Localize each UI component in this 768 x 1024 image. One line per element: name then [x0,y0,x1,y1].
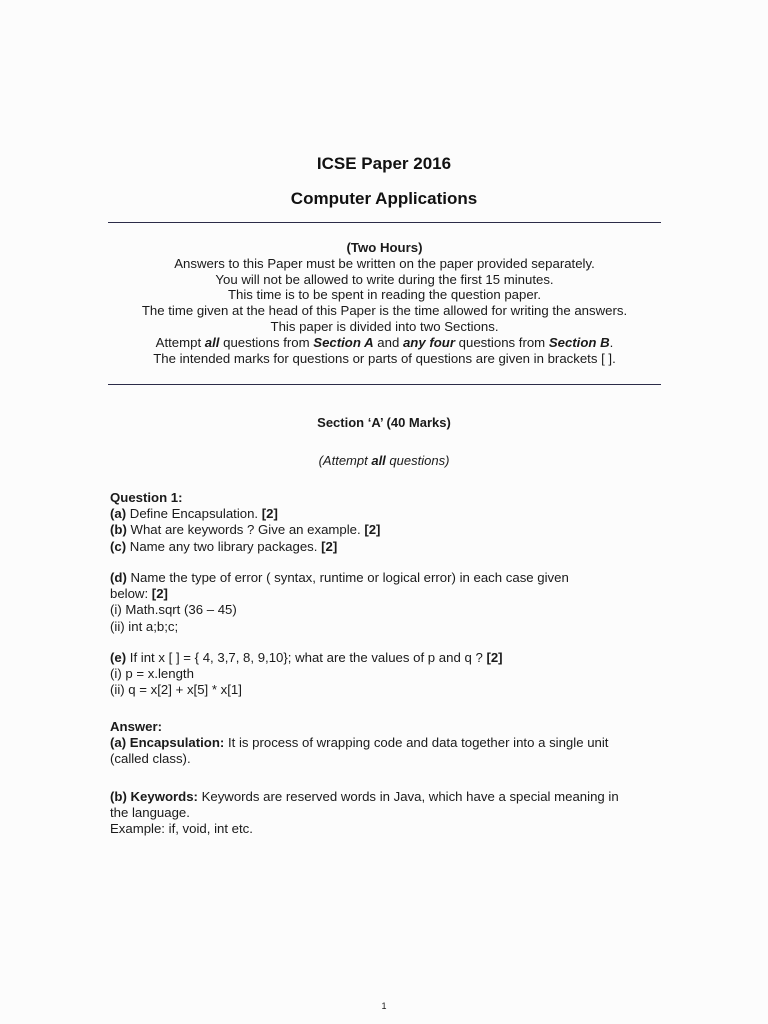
item-text: It is process of wrapping code and data together into a single unit [224,735,609,751]
answer-item-continued: (called class). [110,751,191,767]
emphasis: all [204,334,220,350]
emphasis: Section B [548,334,610,350]
answer-label: Answer: [110,719,163,734]
emphasis: any four [402,334,455,350]
question-label: Question 1: [110,490,183,505]
text-run: Attempt [155,334,205,350]
marks: [2] [486,650,503,665]
marks: [2] [321,538,338,554]
sub-item: (i) p = x.length [110,666,194,682]
item-text: Name any two library packages. [126,538,322,554]
text-run: (Attempt [318,453,372,468]
question-item-continued [110,586,655,602]
instruction-line [108,335,661,351]
instruction-line: Answers to this Paper must be written on the paper provided separately. [174,255,595,271]
item-text: Keywords are reserved words in Java, which have a special meaning in [197,789,619,804]
item-tag: (a) Encapsulation: [110,735,225,751]
item-tag: (c) [110,538,127,554]
item-text: What are keywords ? Give an example. [126,522,365,538]
sub-item: (i) Math.sqrt (36 – 45) [110,602,237,618]
text-run: and [373,334,403,350]
question-1-part-d [110,570,655,635]
item-tag: (b) Keywords: [110,789,198,804]
answer-item [110,735,655,751]
page-number: 1 [381,1001,387,1011]
item-text: Define Encapsulation. [126,506,262,522]
answer-example: Example: if, void, int etc. [110,821,253,837]
top-rule [108,222,661,223]
item-text: below: [110,586,152,602]
question-item [110,650,655,666]
instruction-line: The time given at the head of this Paper is the time allowed for writing the answers. [141,303,628,319]
marks: [2] [364,522,381,538]
question-item [110,506,655,522]
text-run: questions) [385,453,450,468]
question-item [110,522,655,538]
item-tag: (a) [110,506,127,522]
item-text: If int x [ ] = { 4, 3,7, 8, 9,10}; what are the values of p and q ? [126,650,487,665]
section-heading: Section ‘A’ (40 Marks) [317,415,451,430]
paper-title: ICSE Paper 2016 [316,154,452,173]
question-1-part-e [110,650,655,699]
answer-block-a [110,719,655,768]
instruction-line: You will not be allowed to write during the first 15 minutes. [215,271,554,287]
marks: [2] [261,506,278,522]
question-item [110,570,655,586]
answer-item-continued: the language. [110,805,190,821]
emphasis: all [371,453,386,468]
section-note [0,453,768,468]
text-run: . [609,334,614,350]
paper-subtitle: Computer Applications [290,189,478,208]
instructions-block [108,240,661,366]
item-tag: (e) [110,650,127,665]
sub-item: (ii) int a;b;c; [110,618,179,634]
emphasis: Section A [313,334,374,350]
answer-item [110,789,655,805]
duration: (Two Hours) [346,240,423,255]
item-tag: (d) [110,570,127,585]
text-run: questions from [455,334,549,350]
instruction-line: This time is to be spent in reading the question paper. [227,287,542,303]
item-tag: (b) [110,522,127,538]
marks: [2] [151,586,168,602]
answer-block-b [110,789,655,838]
sub-item: (ii) q = x[2] + x[5] * x[1] [110,682,242,698]
item-text: Name the type of error ( syntax, runtime or logical error) in each case given [126,570,569,585]
text-run: questions from [219,334,314,350]
instruction-line: The intended marks for questions or parts of questions are given in brackets [ ]. [153,350,616,366]
question-1-part-abc [110,490,655,555]
bottom-rule [108,384,661,385]
instruction-line: This paper is divided into two Sections. [270,318,499,334]
question-item [110,539,655,555]
